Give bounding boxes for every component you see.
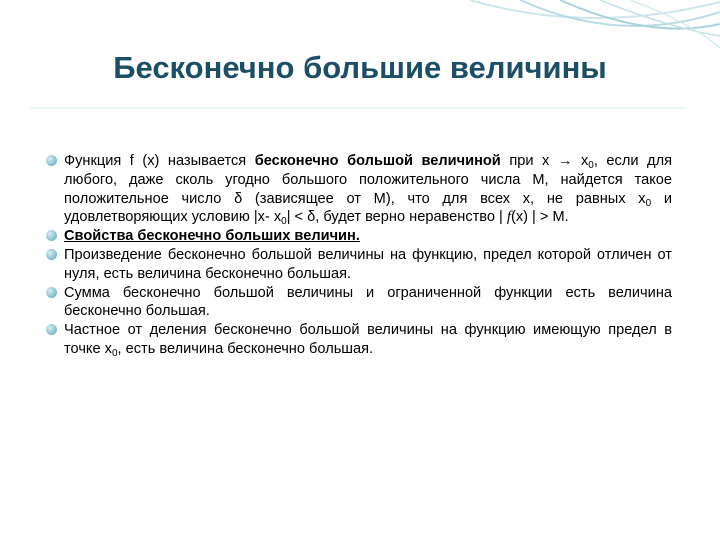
title-divider bbox=[30, 107, 685, 109]
definition-text: при x → x bbox=[500, 153, 589, 169]
slide-title: Бесконечно большие величины bbox=[113, 50, 607, 85]
list-item-product bbox=[46, 246, 672, 284]
definition-text: Функция f (x) называется bbox=[64, 153, 255, 169]
subscript: 0 bbox=[111, 347, 118, 359]
bullet-icon bbox=[46, 324, 57, 335]
property-text: Частное от деления бесконечно большой величины на функцию имеющую предел в точке x bbox=[64, 322, 672, 357]
properties-heading: Свойства бесконечно больших величин. bbox=[64, 228, 360, 245]
bullet-icon bbox=[46, 155, 57, 166]
bullet-icon bbox=[46, 287, 57, 298]
subscript: 0 bbox=[645, 197, 652, 209]
bullet-icon bbox=[46, 249, 57, 260]
property-text: Произведение бесконечно большой величины на функцию, предел которой отличен от нуля, есть величина бесконечно большая. bbox=[64, 246, 672, 282]
list-item-definition bbox=[46, 152, 672, 227]
definition-text: и удовлетворяющих условию |x- x bbox=[64, 190, 672, 226]
list-item-sum bbox=[46, 284, 672, 322]
bullet-icon bbox=[46, 230, 57, 241]
subscript: 0 bbox=[281, 216, 287, 228]
definition-text: (x) | > M. bbox=[510, 209, 569, 226]
definition-term: бесконечно большой величиной bbox=[254, 153, 501, 169]
subscript: 0 bbox=[588, 160, 594, 171]
definition-text: | < δ, будет верно неравенство | bbox=[286, 209, 507, 226]
property-text: , есть величина бесконечно большая. bbox=[117, 340, 374, 357]
definition-text: , если для любого, даже сколь угодно большого положительного числа M, найдется такое положительное число δ (зависящее от M), что для всех x, не равных x bbox=[64, 153, 672, 207]
bullet-list bbox=[46, 152, 672, 359]
list-item-quotient bbox=[46, 321, 672, 359]
list-item-properties-heading bbox=[46, 227, 672, 246]
function-symbol: f bbox=[506, 209, 511, 226]
property-text: Сумма бесконечно большой величины и ограниченной функции есть величина бесконечно большая. bbox=[64, 284, 672, 320]
